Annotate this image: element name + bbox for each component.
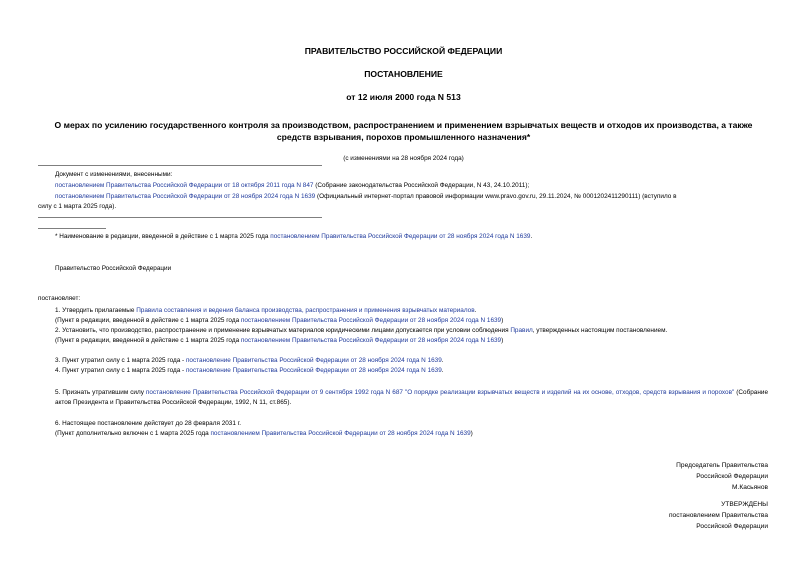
paragraph-5 (55, 388, 768, 408)
changes-intro: Документ с изменениями, внесенными: (55, 171, 173, 178)
footnote-link[interactable]: постановлением Правительства Российской Федерации от 28 ноября 2024 года N 1639 (270, 233, 531, 240)
changes-item-1 (55, 181, 768, 190)
paragraph-2-text: 2. Установить, что производство, распространение и применение взрывчатых материалов юридическими лицами допускается при условии соблюдения (55, 327, 511, 334)
document-title: О мерах по усилению государственного контроля за производством, распространением и применением взрывчатых веществ и отходов их производства, а также средств взрывания, порохов промышленного назначения* (54, 120, 753, 142)
changes-item-2-cont: силу с 1 марта 2025 года). (38, 203, 117, 210)
changes-item-2-link[interactable]: постановлением Правительства Российской Федерации от 28 ноября 2024 года N 1639 (55, 193, 316, 200)
paragraph-2-note-text: (Пункт в редакции, введенной в действие с 1 марта 2025 года (55, 337, 241, 344)
signature-line-2: Российской Федерации (696, 473, 768, 480)
paragraph-5-text: 5. Признать утратившим силу (55, 389, 146, 396)
divider-top (38, 165, 322, 166)
paragraph-1-end: . (474, 307, 477, 314)
signature-block (676, 460, 768, 493)
paragraph-4-text: 4. Пункт утратил силу с 1 марта 2025 года - (55, 367, 186, 374)
paragraph-2 (55, 326, 768, 335)
paragraph-4 (55, 366, 768, 375)
changes-item-1-rest: (Собрание законодательства Российской Федерации, N 43, 24.10.2011); (313, 182, 530, 189)
footnote-text: * Наименование в редакции, введенной в действие с 1 марта 2025 года (55, 233, 271, 240)
paragraph-2-note-end: ) (501, 337, 504, 344)
paragraph-6: 6. Настоящее постановление действует до 28 февраля 2031 г. (55, 420, 242, 427)
changes-item-1-link[interactable]: постановлением Правительства Российской Федерации от 18 октября 2011 года N 847 (55, 182, 314, 189)
paragraph-6-note-link[interactable]: постановлением Правительства Российской Федерации от 28 ноября 2024 года N 1639 (210, 430, 471, 437)
paragraph-1-note-text: (Пункт в редакции, введенной в действие с 1 марта 2025 года (55, 317, 241, 324)
paragraph-1 (55, 306, 768, 315)
paragraph-1-note-end: ) (501, 317, 504, 324)
footnote-divider (38, 228, 106, 229)
paragraph-2-note (55, 336, 768, 345)
gov-rf-label: Правительство Российской Федерации (55, 265, 172, 272)
paragraph-1-note-link[interactable]: постановлением Правительства Российской Федерации от 28 ноября 2024 года N 1639 (240, 317, 502, 324)
changes-item-2 (55, 192, 768, 201)
paragraph-4-end: . (441, 367, 444, 374)
paragraph-3 (55, 356, 768, 365)
paragraph-5-link[interactable]: постановление Правительства Российской Федерации от 9 сентября 1992 года N 687 "О порядке реализации взрывчатых веществ и изделий на их основе, отходов, средств взрывания и порохов" (145, 389, 735, 396)
changes-item-2-rest: (Официальный интернет-портал правовой информации www.pravo.gov.ru, 29.11.2024, № 0001202411290111) (вступило в (315, 193, 677, 200)
approved-line-1: УТВЕРЖДЕНЫ (721, 501, 768, 508)
paragraph-1-text: 1. Утвердить прилагаемые (55, 307, 137, 314)
approved-line-2: постановлением Правительства (668, 512, 768, 519)
paragraph-6-note-text: (Пункт дополнительно включен с 1 марта 2025 года (55, 430, 211, 437)
divider-bottom (38, 217, 322, 218)
doc-type-heading: ПОСТАНОВЛЕНИЕ (364, 69, 443, 79)
paragraph-1-note (55, 316, 768, 325)
paragraph-2-note-link[interactable]: постановлением Правительства Российской Федерации от 28 ноября 2024 года N 1639 (240, 337, 502, 344)
paragraph-1-link[interactable]: Правила составления и ведения баланса производства, распространения и применения взрывчатых материалов (136, 307, 475, 314)
footnote (55, 232, 768, 241)
signature-line-1: Председатель Правительства (676, 462, 768, 469)
paragraph-6-note-end: ) (470, 430, 473, 437)
paragraph-5-end: (Собрание актов Президента и Правительства Российской Федерации, 1992, N 11, ст.865). (55, 389, 768, 406)
approved-block (669, 499, 768, 532)
paragraph-3-link[interactable]: постановление Правительства Российской Федерации от 28 ноября 2024 года N 1639 (185, 357, 442, 364)
paragraph-3-text: 3. Пункт утратил силу с 1 марта 2025 года - (55, 357, 186, 364)
date-number-heading: от 12 июля 2000 года N 513 (346, 92, 461, 102)
government-heading: ПРАВИТЕЛЬСТВО РОССИЙСКОЙ ФЕДЕРАЦИИ (304, 46, 503, 56)
paragraph-6-note (55, 429, 768, 438)
footnote-end: . (530, 233, 533, 240)
signature-line-3: М.Касьянов (732, 484, 768, 491)
paragraph-2-link[interactable]: Правил (510, 327, 533, 334)
decrees-label: постановляет: (38, 295, 81, 302)
paragraph-4-link[interactable]: постановление Правительства Российской Федерации от 28 ноября 2024 года N 1639 (185, 367, 442, 374)
paragraph-2-end: , утвержденных настоящим постановлением. (532, 327, 668, 334)
revision-note: (с изменениями на 28 ноября 2024 года) (343, 155, 464, 162)
approved-line-3: Российской Федерации (696, 523, 768, 530)
paragraph-3-end: . (441, 357, 444, 364)
